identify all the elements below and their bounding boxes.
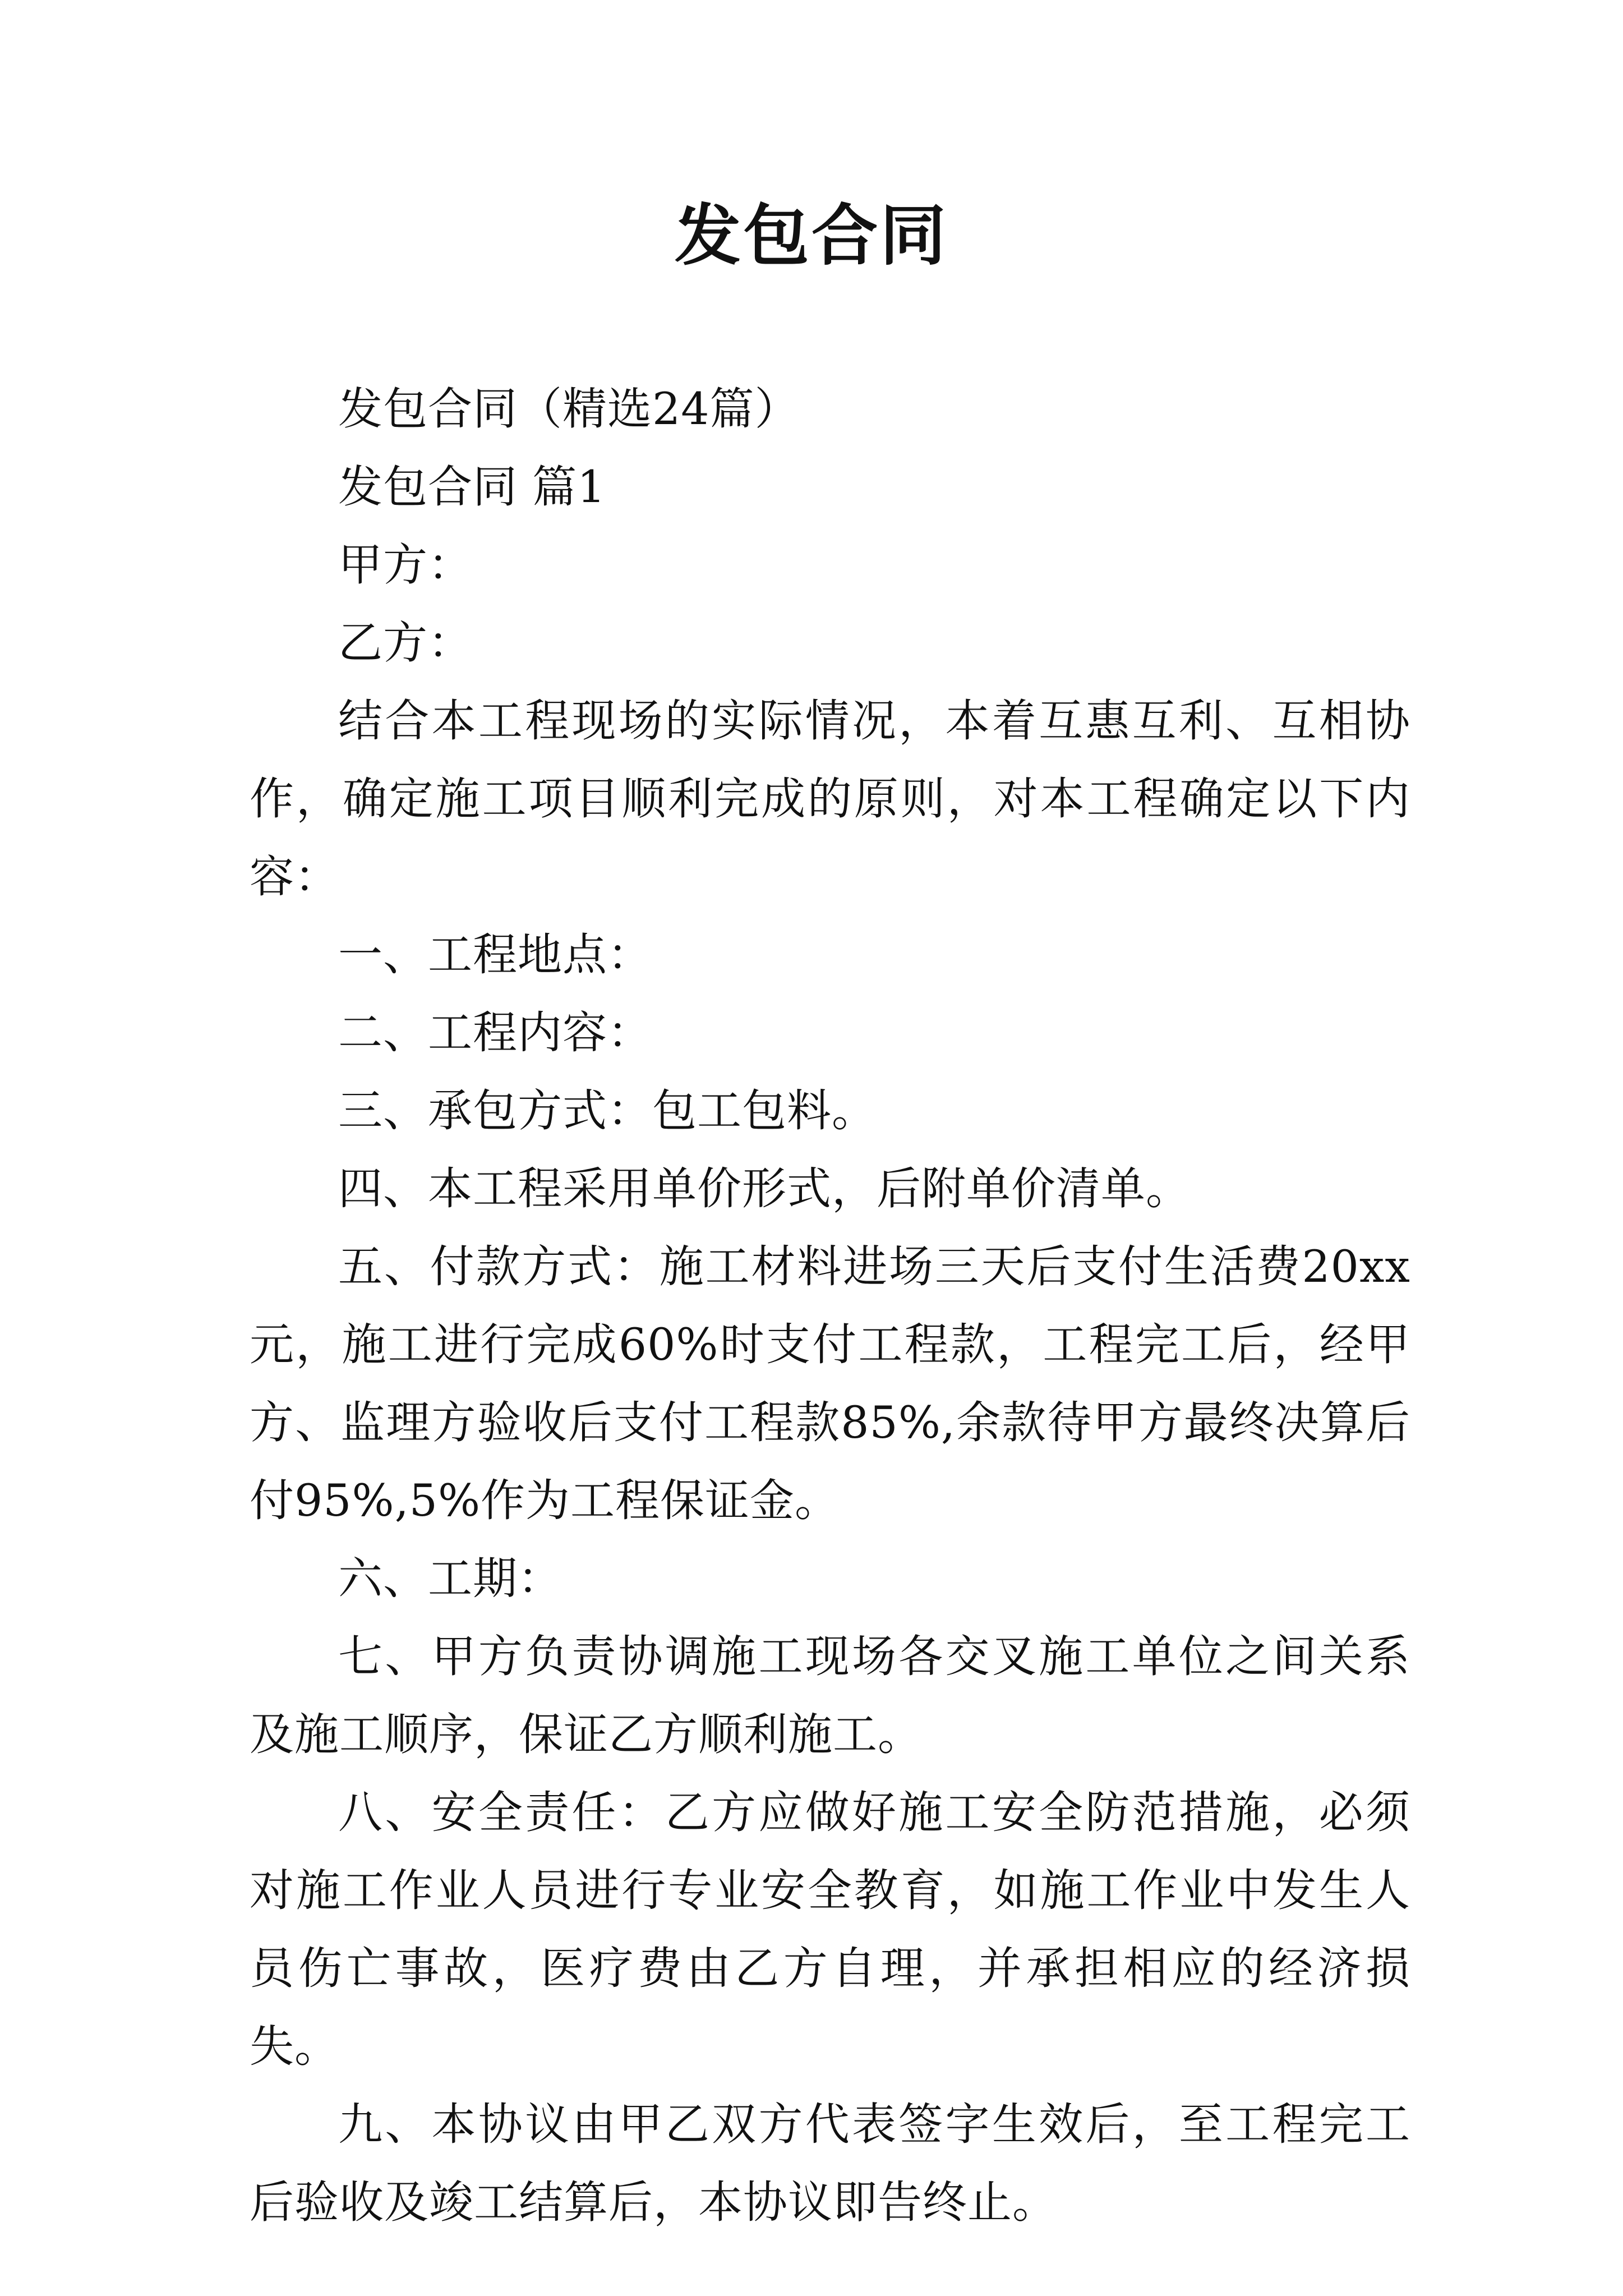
paragraph-clause-4: 四、本工程采用单价形式，后附单价清单。 <box>338 1163 1191 1214</box>
paragraph-clause-7: 七、甲方负责协调施工现场各交叉施工单位之间关系及施工顺序，保证乙方顺利施工。 <box>250 1631 1410 1760</box>
paragraph-clause-1: 一、工程地点： <box>338 929 652 981</box>
document-title: 发包合同 <box>674 196 948 274</box>
document-body <box>250 370 1410 2242</box>
paragraph-clause-9: 九、本协议由甲乙双方代表签字生效后，至工程完工后验收及竣工结算后，本协议即告终止。 <box>250 2099 1410 2228</box>
paragraph-party-a: 甲方： <box>338 539 473 591</box>
paragraph-clause-2: 二、工程内容： <box>338 1007 652 1059</box>
paragraph-clause-6: 六、工期： <box>338 1553 562 1604</box>
paragraph-section-heading: 发包合同 篇1 <box>338 461 606 513</box>
paragraph-subtitle: 发包合同（精选24篇） <box>338 383 800 435</box>
paragraph-clause-8: 八、安全责任：乙方应做好施工安全防范措施，必须对施工作业人员进行专业安全教育，如施工作业中发生人员伤亡事故，医疗费由乙方自理，并承担相应的经济损失。 <box>250 1787 1410 2072</box>
paragraph-intro: 结合本工程现场的实际情况，本着互惠互利、互相协作，确定施工项目顺利完成的原则，对本工程确定以下内容： <box>250 695 1410 903</box>
paragraph-clause-3: 三、承包方式：包工包料。 <box>338 1085 877 1137</box>
paragraph-clause-5: 五、付款方式：施工材料进场三天后支付生活费20xx元，施工进行完成60%时支付工程款，工程完工后，经甲方、监理方验收后支付工程款85%,余款待甲方最终决算后付95%,5%作为工程保证金。 <box>250 1241 1410 1526</box>
paragraph-party-b: 乙方： <box>338 617 473 669</box>
